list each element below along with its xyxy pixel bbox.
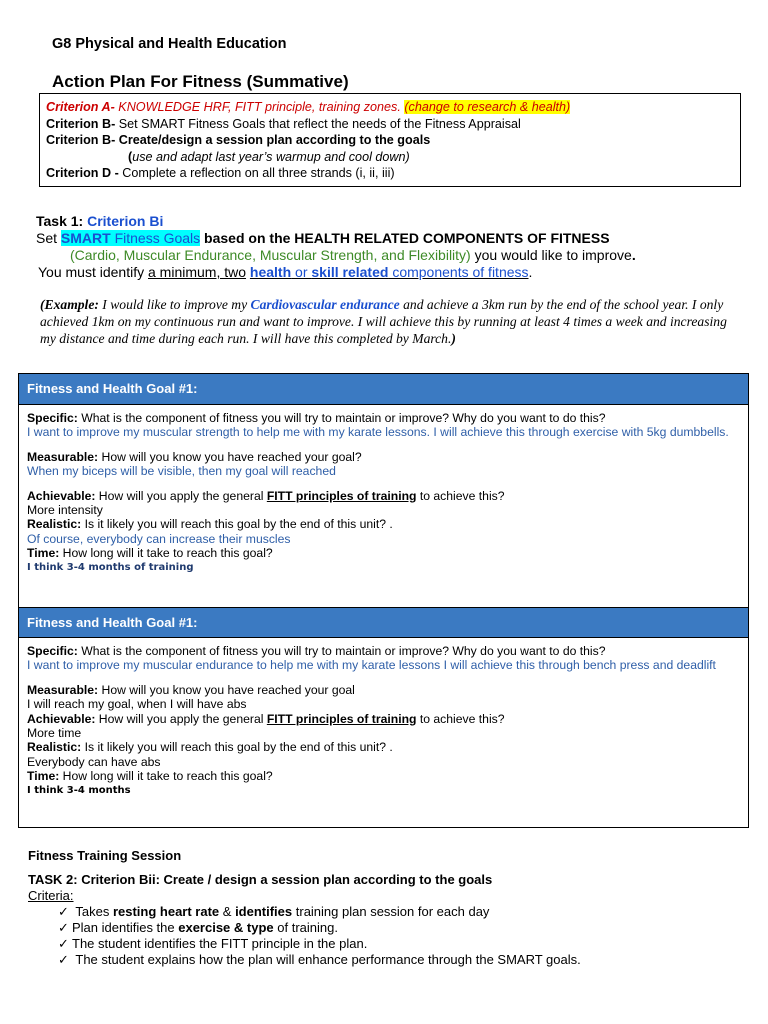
task1-label: Task 1: bbox=[36, 213, 88, 229]
criterion-a-line bbox=[46, 99, 734, 116]
goal1-achievable-q2: to achieve this? bbox=[416, 488, 505, 503]
task1-section bbox=[36, 213, 756, 281]
task2-title: TASK 2: Criterion Bii: Create / design a session plan according to the goals bbox=[28, 872, 493, 887]
criterion-b2-label: Criterion B bbox=[46, 133, 112, 147]
task1-heading bbox=[36, 213, 756, 230]
criterion-b1-line bbox=[46, 116, 734, 133]
example-text2: and achieve a 3km run by the end of the school year. I only achieved 1km on my continuous run and want to improve. I will achieve this by running at least 4 times a week and increasing my distance and time during each run. I will have this completed by March. bbox=[40, 297, 727, 346]
task2-section bbox=[28, 872, 748, 968]
task1-rest: based on the HEALTH RELATED COMPONENTS OF FITNESS bbox=[200, 230, 610, 246]
goal1-time-answer: I think 3-4 months of training bbox=[27, 561, 194, 573]
task2-item1-e: training plan session for each day bbox=[292, 904, 490, 919]
task1-components: (Cardio, Muscular Endurance, Muscular Strength, and Flexibility) bbox=[70, 247, 471, 263]
task2-item-1 bbox=[28, 904, 748, 920]
goal1-specific-question: What is the component of fitness you will try to maintain or improve? Why do you want to do this? bbox=[77, 411, 606, 425]
goal1-measurable-question: How will you know you have reached your goal? bbox=[98, 449, 362, 464]
goal2-time-answer: I think 3-4 months bbox=[27, 784, 131, 796]
task1-smart: SMART bbox=[60, 230, 111, 246]
criterion-b2-sub-line bbox=[46, 149, 734, 166]
task2-item2-c: of training. bbox=[273, 920, 338, 935]
goal2-fitt: FITT principles of training bbox=[266, 711, 417, 726]
task2-item-2 bbox=[28, 920, 748, 936]
goal2-realistic-label: Realistic: bbox=[27, 740, 82, 755]
goal1-realistic-answer: Of course, everybody can increase their muscles bbox=[27, 531, 291, 546]
task2-item1-d: identifies bbox=[235, 904, 293, 919]
goal2-specific-answer: I want to improve my muscular endurance to help me with my karate lessons I will achieve this through bench press and deadlift bbox=[27, 658, 716, 673]
goal1-time-question: How long will it take to reach this goal? bbox=[59, 546, 273, 561]
task1-end: . bbox=[528, 264, 533, 280]
goal1-achievable-q1: How will you apply the general bbox=[95, 488, 267, 503]
task1-criterion: Criterion Bi bbox=[87, 213, 164, 229]
goal2-time bbox=[27, 769, 739, 783]
task1-line1 bbox=[36, 230, 756, 247]
goal2-measurable-label: Measurable: bbox=[27, 682, 99, 697]
criterion-d-label: Criterion D bbox=[46, 166, 112, 180]
task2-item3: The student identifies the FITT principle in the plan. bbox=[72, 936, 368, 951]
criterion-d-dash: - bbox=[111, 166, 119, 180]
criterion-b2-paren: ( bbox=[128, 149, 133, 164]
task2-item2-b: exercise & type bbox=[178, 920, 274, 935]
criterion-b2-text: - Create/design a session plan according to the goals bbox=[111, 133, 431, 147]
goal2-achievable-label: Achievable: bbox=[27, 711, 96, 726]
goal1-body bbox=[27, 411, 739, 575]
example-open: ( bbox=[40, 297, 45, 312]
course-title: G8 Physical and Health Education bbox=[52, 36, 287, 52]
check-icon: ✓ bbox=[58, 936, 69, 951]
goal2-realistic-question: Is it likely you will reach this goal by the end of this unit? . bbox=[81, 740, 393, 755]
task1-components-of: components of fitness bbox=[388, 264, 529, 280]
criterion-d-text: Complete a reflection on all three strands (i, ii, iii) bbox=[118, 166, 395, 180]
goal2-header: Fitness and Health Goal #1: bbox=[19, 607, 748, 638]
goal1-realistic bbox=[27, 517, 739, 531]
example-close: ) bbox=[451, 331, 456, 346]
criterion-b1-label: Criterion B- bbox=[46, 116, 116, 131]
goal2-specific-label: Specific: bbox=[27, 644, 78, 658]
goal2-achievable-q1: How will you apply the general bbox=[95, 711, 267, 726]
task2-item1-b: resting heart rate bbox=[112, 904, 220, 919]
criterion-a-label: Criterion A- bbox=[46, 100, 115, 114]
goal2-specific-question: What is the component of fitness you will try to maintain or improve? Why do you want to do this? bbox=[77, 644, 606, 658]
example-label: Example: bbox=[44, 297, 99, 312]
goal1-specific-answer: I want to improve my muscular strength to help me with my karate lessons. I will achieve this through exercise with 5kg dumbbells. bbox=[27, 425, 729, 440]
goal2-measurable bbox=[27, 683, 739, 697]
goals-table bbox=[18, 373, 749, 828]
task1-improve: you would like to improve bbox=[470, 247, 632, 263]
criterion-b2-line bbox=[46, 132, 734, 149]
task1-identify: You must identify bbox=[38, 264, 148, 280]
check-icon: ✓ bbox=[58, 952, 69, 967]
goal2-body bbox=[27, 644, 739, 798]
example-text1: I would like to improve my bbox=[98, 297, 251, 312]
task1-minimum: a minimum, two bbox=[148, 264, 247, 280]
goal2-realistic-answer: Everybody can have abs bbox=[27, 754, 161, 769]
task2-item1-a: Takes bbox=[72, 904, 113, 919]
task1-skill: skill related bbox=[311, 264, 389, 280]
goal2-measurable-question: How will you know you have reached your goal bbox=[98, 682, 355, 697]
example-cardio: Cardiovascular endurance bbox=[250, 297, 400, 312]
task2-item-3 bbox=[28, 936, 748, 952]
task1-line3 bbox=[36, 264, 756, 281]
task2-criteria-label: Criteria: bbox=[28, 888, 74, 903]
goal2-realistic bbox=[27, 740, 739, 754]
criterion-a-text: KNOWLEDGE HRF, FITT principle, training zones. bbox=[114, 100, 401, 114]
goal2-achievable bbox=[27, 712, 739, 726]
criterion-b2-sub: use and adapt last year’s warmup and cool down) bbox=[132, 149, 410, 164]
goal2-time-label: Time: bbox=[27, 769, 60, 784]
goal2-measurable-answer: I will reach my goal, when I will have abs bbox=[27, 697, 247, 712]
task2-item2-a: Plan identifies the bbox=[72, 920, 179, 935]
criterion-a-note: (change to research & health) bbox=[404, 100, 571, 114]
check-icon: ✓ bbox=[58, 904, 69, 919]
goal1-fitt: FITT principles of training bbox=[266, 488, 417, 503]
plan-title: Action Plan For Fitness (Summative) bbox=[52, 72, 349, 91]
check-icon: ✓ bbox=[58, 920, 69, 935]
task1-fitness-goals: Fitness Goals bbox=[110, 230, 201, 246]
goal2-specific bbox=[27, 644, 739, 658]
task1-or: or bbox=[291, 264, 312, 280]
goal2-achievable-q2: to achieve this? bbox=[416, 711, 505, 726]
goal1-achievable bbox=[27, 489, 739, 503]
session-title: Fitness Training Session bbox=[28, 848, 182, 863]
task2-item4: The student explains how the plan will enhance performance through the SMART goals. bbox=[72, 952, 581, 967]
criterion-d-line bbox=[46, 165, 734, 182]
goal1-measurable bbox=[27, 450, 739, 464]
goal1-specific-label: Specific: bbox=[27, 411, 78, 425]
goal1-header: Fitness and Health Goal #1: bbox=[19, 374, 748, 405]
goal2-time-question: How long will it take to reach this goal? bbox=[59, 769, 273, 784]
goal1-specific bbox=[27, 411, 739, 425]
goal1-measurable-label: Measurable: bbox=[27, 449, 99, 464]
task1-period: . bbox=[631, 247, 636, 263]
goal1-realistic-label: Realistic: bbox=[27, 517, 82, 532]
goal1-realistic-question: Is it likely you will reach this goal by the end of this unit? . bbox=[81, 517, 393, 532]
task1-set: Set bbox=[36, 230, 61, 246]
goal1-measurable-answer: When my biceps will be visible, then my goal will reached bbox=[27, 464, 336, 479]
criteria-box bbox=[39, 93, 741, 187]
task1-health: health bbox=[249, 264, 292, 280]
goal1-achievable-label: Achievable: bbox=[27, 488, 96, 503]
goal1-time-label: Time: bbox=[27, 546, 60, 561]
goal1-achievable-answer: More intensity bbox=[27, 503, 103, 518]
task2-item1-c: & bbox=[219, 904, 236, 919]
goal2-achievable-answer: More time bbox=[27, 726, 82, 741]
criterion-b1-text: Set SMART Fitness Goals that reflect the needs of the Fitness Appraisal bbox=[115, 116, 521, 131]
task2-item-4 bbox=[28, 952, 748, 968]
example-paragraph bbox=[40, 296, 740, 347]
task1-line2 bbox=[36, 247, 756, 264]
goal1-time bbox=[27, 546, 739, 560]
